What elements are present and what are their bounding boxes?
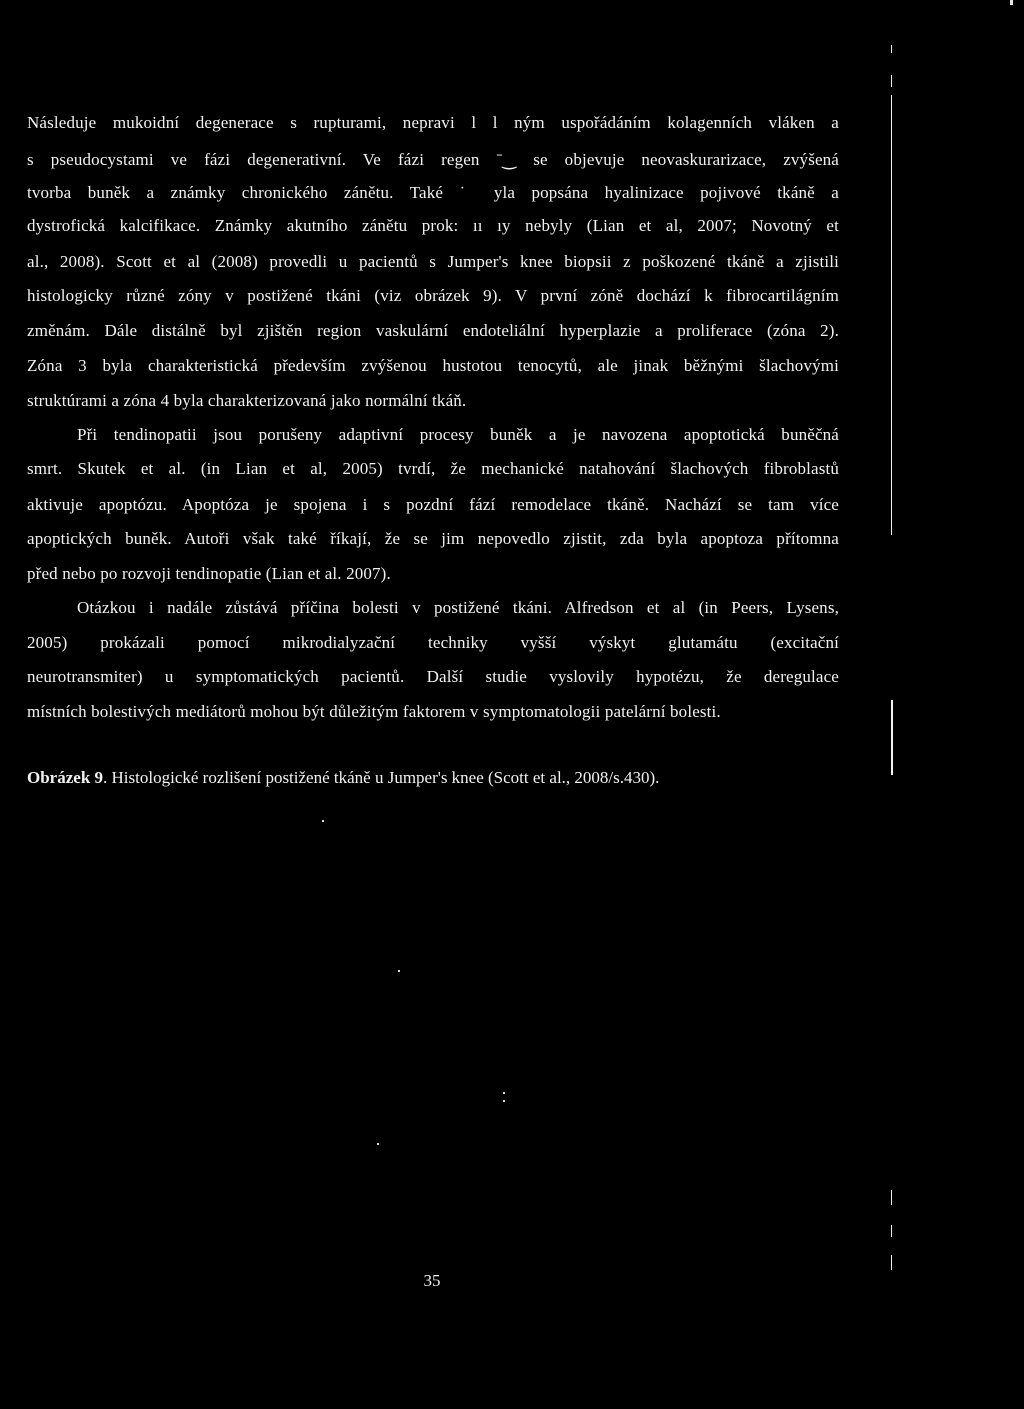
scan-speck [398,970,400,972]
scan-edge-line [891,1190,892,1205]
scan-speck [322,820,324,822]
text-line: Zóna 3 byla charakteristická především zvýšenou hustotou tenocytů, ale jinak běžnými šlachovými [27,356,839,375]
text-line: změnám. Dále distálně byl zjištěn region vaskulární endoteliální hyperplazie a proliferace (zóna 2). [27,321,839,340]
text-line: Otázkou i nadále zůstává příčina bolesti v postižené tkáni. Alfredson et al (in Peers, Lysens, [77,598,839,617]
figure-caption-label: Obrázek 9 [27,768,104,787]
text-line: před nebo po rozvoji tendinopatie (Lian et al. 2007). [27,564,391,583]
text-line: 2005) prokázali pomocí mikrodialyzační techniky vyšší výskyt glutamátu (excitační [27,633,839,652]
scan-edge-line [891,45,892,53]
page-number: 35 [423,1271,441,1290]
scan-speck [503,1092,505,1094]
scan-edge-line [891,700,893,775]
scan-speck [503,1100,505,1102]
text-line: smrt. Skutek et al. (in Lian et al, 2005) tvrdí, že mechanické natahování šlachových fibroblastů [27,459,839,478]
scan-edge-line [891,1255,892,1270]
scan-edge-line [891,1225,892,1237]
text-line: Následuje mukoidní degenerace s rupturami, nepravi l l ným uspořádáním kolagenních vláken a [27,113,839,132]
scan-speck [377,1143,379,1145]
text-line: s pseudocystami ve fázi degenerativní. Ve fázi regen ˉ‿ se objevuje neovaskurarizace, zvýšená [27,150,839,169]
text-line: struktúrami a zóna 4 byla charakterizovaná jako normální tkáň. [27,391,467,410]
text-line: místních bolestivých mediátorů mohou být důležitým faktorem v symptomatologii patelární bolesti. [27,702,721,721]
scan-edge-line [891,95,892,535]
text-line: aktivuje apoptózu. Apoptóza je spojena i s pozdní fází remodelace tkáně. Nachází se tam více [27,495,839,514]
scan-corner-mark [1010,0,1013,5]
text-line: Při tendinopatii jsou porušeny adaptivní procesy buněk a je navozena apoptotická buněčná [77,425,839,444]
scan-edge-line [891,75,892,87]
text-line: dystrofická kalcifikace. Známky akutního zánětu prok: ıı ıy nebyly (Lian et al, 2007; Novotný et [27,216,839,235]
text-line: tvorba buněk a známky chronického zánětu. Také ˙ yla popsána hyalinizace pojivové tkáně a [27,183,839,202]
text-line: neurotransmiter) u symptomatických pacientů. Další studie vyslovily hypotézu, že deregulace [27,667,839,686]
text-line: histologicky různé zóny v postižené tkáni (viz obrázek 9). V první zóně dochází k fibrocartilágním [27,286,839,305]
figure-caption [27,767,659,789]
figure-caption-text: . Histologické rozlišení postižené tkáně u Jumper's knee (Scott et al., 2008/s.430). [103,768,660,787]
text-line: al., 2008). Scott et al (2008) provedli u pacientů s Jumper's knee biopsii z poškozené tkáně a zjistili [27,252,839,271]
text-line: apoptických buněk. Autoři však také říkají, že se jim nepovedlo zjistit, zda byla apoptoza přítomna [27,529,839,548]
